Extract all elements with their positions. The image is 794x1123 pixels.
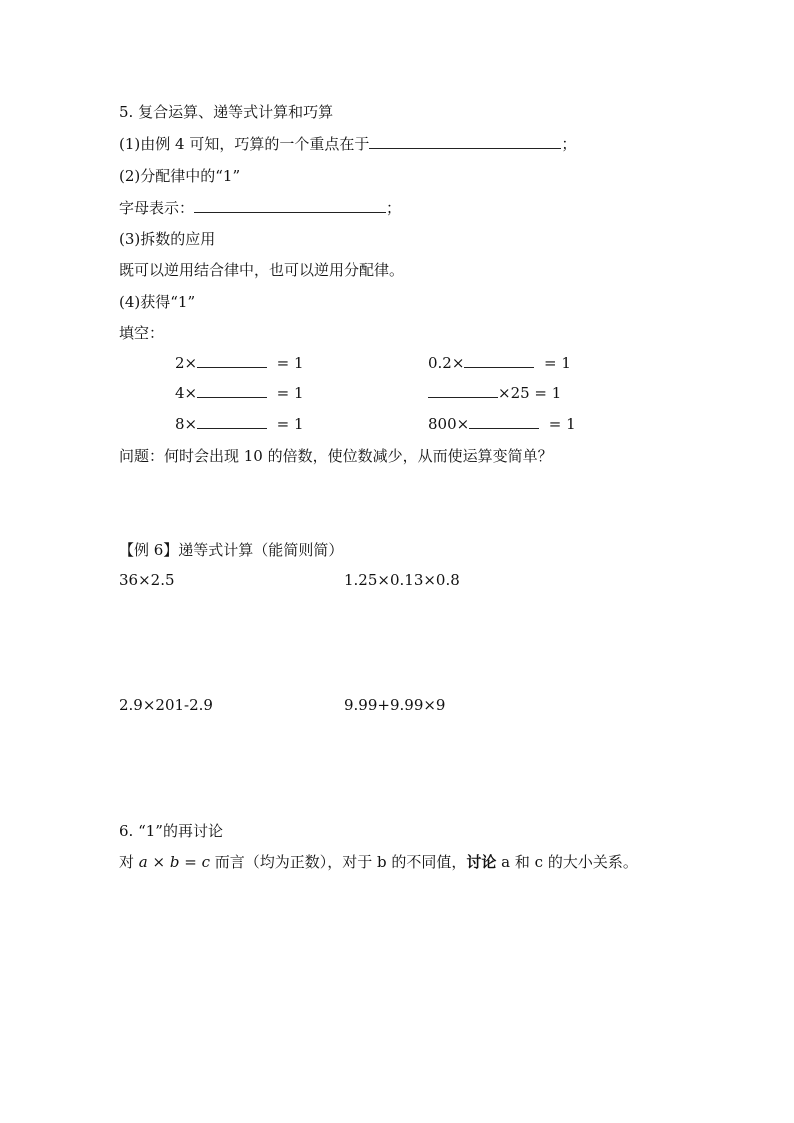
math-a: a: [138, 853, 148, 871]
fill-right-b: = 1: [548, 415, 576, 433]
fill-left-b: = 1: [276, 384, 304, 402]
math-b: b: [169, 853, 180, 871]
fill-blank[interactable]: [428, 383, 498, 398]
fill-left-b: = 1: [276, 415, 304, 433]
fill-blank[interactable]: [197, 383, 267, 398]
fill-right-a: 0.2×: [428, 354, 465, 372]
math-eq: =: [179, 853, 202, 871]
item3-sub: 既可以逆用结合律中，也可以逆用分配律。: [119, 261, 405, 279]
section6-heading: 6. “1”的再讨论: [119, 822, 223, 840]
fill-label: 填空：: [119, 324, 165, 342]
item1-text: (1)由例 4 可知，巧算的一个重点在于: [119, 135, 370, 153]
item2-end: ；: [386, 199, 402, 217]
fill-blank[interactable]: [464, 353, 534, 368]
s6-bold: 讨论: [466, 853, 497, 871]
fill-left-a: 2×: [175, 354, 198, 372]
fill-right-a: 800×: [428, 415, 470, 433]
item4-heading: (4)获得“1”: [119, 293, 196, 311]
problem-2: 1.25×0.13×0.8: [344, 571, 460, 589]
item2-blank[interactable]: [194, 198, 386, 213]
fill-left-a: 8×: [175, 415, 198, 433]
fill-blank[interactable]: [197, 414, 267, 429]
item1-end: ；: [561, 135, 577, 153]
s6-end: a 和 c 的大小关系。: [496, 853, 638, 871]
item2-heading: (2)分配律中的“1”: [119, 167, 241, 185]
fill-row-3-left: [175, 414, 304, 434]
problem-1: 36×2.5: [119, 571, 175, 589]
s6-prefix: 对: [119, 853, 139, 871]
item1: [119, 134, 576, 154]
section6-line: [119, 852, 638, 872]
math-c: c: [201, 853, 210, 871]
question: 问题：何时会出现 10 的倍数，使位数减少，从而使运算变简单？: [119, 447, 553, 465]
math-times: ×: [147, 853, 170, 871]
fill-row-1-right: [428, 353, 571, 373]
fill-right-b: ×25 = 1: [498, 384, 562, 402]
item2-sub-text: 字母表示：: [119, 199, 195, 217]
problem-3: 2.9×201-2.9: [119, 696, 213, 714]
s6-mid: 而言（均为正数），对于 b 的不同值，: [209, 853, 467, 871]
fill-blank[interactable]: [469, 414, 539, 429]
problem-4: 9.99+9.99×9: [344, 696, 446, 714]
fill-right-b: = 1: [543, 354, 571, 372]
section5-heading: 5. 复合运算、递等式计算和巧算: [119, 103, 334, 121]
example6-heading: 【例 6】递等式计算（能简则简）: [119, 541, 344, 559]
fill-row-2-right: [428, 383, 561, 403]
item3-heading: (3)拆数的应用: [119, 230, 216, 248]
fill-left-b: = 1: [276, 354, 304, 372]
fill-row-1-left: [175, 353, 304, 373]
fill-blank[interactable]: [197, 353, 267, 368]
item2-sub: [119, 198, 401, 218]
fill-row-3-right: [428, 414, 576, 434]
item1-blank[interactable]: [369, 134, 561, 149]
fill-left-a: 4×: [175, 384, 198, 402]
fill-row-2-left: [175, 383, 304, 403]
